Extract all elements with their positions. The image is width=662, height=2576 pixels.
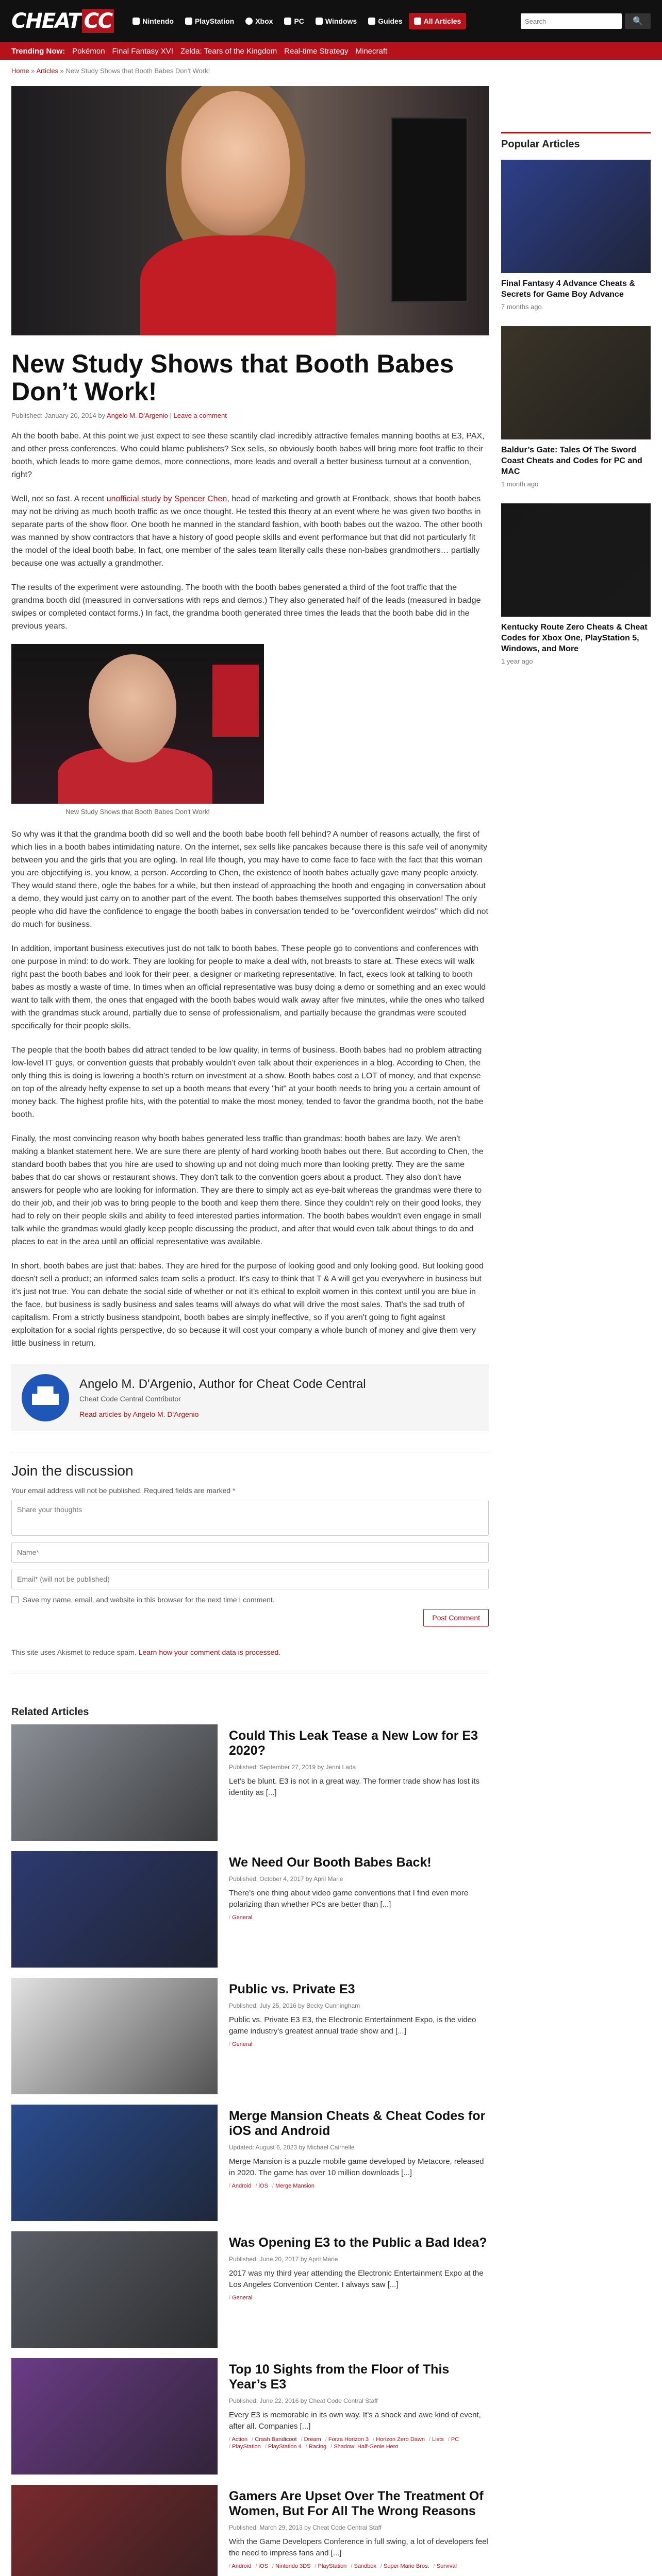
hero-image <box>11 86 489 335</box>
related-thumbnail[interactable] <box>11 1851 218 1968</box>
trending-item[interactable]: Pokémon <box>72 46 105 56</box>
related-thumbnail[interactable] <box>11 2358 218 2475</box>
nav-xbox[interactable]: Xbox <box>240 13 278 29</box>
articles-icon <box>414 18 421 25</box>
related-tags <box>229 2295 489 2301</box>
tag-link[interactable]: / PlayStation <box>315 2563 347 2569</box>
related-article-excerpt: With the Game Developers Conference in full swing, a lot of developers feel the need to impress fans and [...] <box>229 2537 488 2557</box>
space-invader-icon <box>32 1386 59 1405</box>
related-article-meta: Published: June 20, 2017 by April Marie <box>229 2256 338 2263</box>
paragraph: So why was it that the grandma booth did so well and the booth babe booth fell behind? A number of reasons actually, the first of which lies in a booth babes intimidating nature. On the internet, sex sells like pancakes because there is this safe veil of anonymity between you and the girls that you are ogling. In real life though, you may have to come face to face with the fact that this woman you are objectifying is, you know, a person. According to Chen, the existence of booth babes actually gave many people anxiety. They would stand there, ogle the babes for a while, but then instead of approaching the booth and engaging in conversation about a demo, they would just carry on to another part of the event. The booth babes themselves supported this observation! The only people who did have the confidence to engage the booth babes in conversation tended to be "overconfident weirdos" which did not do much for business. <box>11 830 488 929</box>
related-article[interactable] <box>11 2105 489 2221</box>
related-article-title[interactable]: Public vs. Private E3 <box>229 1982 355 1996</box>
nav-all-articles[interactable]: All Articles <box>409 13 467 29</box>
related-article-meta: Published: September 27, 2019 by Jenni Lada <box>229 1764 356 1771</box>
popular-article[interactable] <box>501 326 651 488</box>
tag-link[interactable]: / Forza Horizon 3 <box>325 2436 369 2443</box>
akismet-note: This site uses Akismet to reduce spam. Learn how your comment data is processed. <box>11 1648 281 1656</box>
paragraph: In addition, important business executives just do not talk to booth babes. These people go to conventions and conferences with one purpose in mind: to do work. They are looking for people to make a deal with, not breasts to stare at. These execs will walk right past the booth babes and look for their peer, a designer or marketing representative. In fact, execs look at talking to booth babes as mostly a waste of time. In times when an official representative was busy doing a demo or something and an exec would want to talk with them, the ones that engaged with the booth babes would walk away after five minutes, while the ones who talked with the grandmas stuck around, partially due to sense of professionalism, and partially because the grandmas were scouted specifically for their people skills. <box>11 944 486 1030</box>
tag-link[interactable]: / iOS <box>255 2183 268 2189</box>
tag-link[interactable]: / Racing <box>306 2444 326 2450</box>
avatar <box>22 1374 69 1421</box>
trending-bar <box>0 42 662 60</box>
main-nav <box>127 13 466 29</box>
popular-article-age: 1 year ago <box>501 657 533 665</box>
top-bar <box>0 0 662 42</box>
related-thumbnail[interactable] <box>11 1978 218 2094</box>
author-articles-link[interactable]: Read articles by Angelo M. D'Argenio <box>79 1410 199 1418</box>
related-article[interactable] <box>11 2358 489 2475</box>
related-article-title[interactable]: Could This Leak Tease a New Low for E3 2020? <box>229 1728 478 1758</box>
nav-pc[interactable]: PC <box>279 13 309 29</box>
paragraph: The results of the experiment were astounding. The booth with the booth babes generated a third of the foot traffic that the grandma booth did (measured in conversations with reps and demos.) They also generated half of the leads (measured in badge swipes or completed contact forms.) In fact, the grandma booth generated three times the leads that the booth babe did in the previous years. <box>11 583 481 631</box>
related-tags <box>229 2563 489 2569</box>
author-box <box>11 1364 489 1431</box>
nintendo-icon <box>133 18 140 25</box>
related-article-meta: Published: March 29, 2013 by Cheat Code Central Staff <box>229 2524 382 2531</box>
related-article-excerpt: 2017 was my third year attending the Electronic Entertainment Expo at the Los Angeles Convention Center. I always saw [...] <box>229 2269 484 2289</box>
email-field[interactable] <box>11 1569 489 1589</box>
tag-link[interactable]: / Android <box>229 2183 251 2189</box>
tag-link[interactable]: / Android <box>229 2563 251 2569</box>
popular-title: Popular Articles <box>501 132 651 150</box>
windows-icon <box>316 18 323 25</box>
author-role: Cheat Code Central Contributor <box>79 1395 181 1403</box>
related-tags <box>229 2041 489 2047</box>
search-input[interactable] <box>521 13 622 29</box>
tag-link[interactable]: / General <box>229 1914 252 1921</box>
related-title: Related Articles <box>11 1706 89 1718</box>
search-button[interactable] <box>625 13 651 29</box>
akismet-link[interactable]: Learn how your comment data is processed. <box>138 1648 281 1656</box>
save-info-checkbox[interactable] <box>11 1596 19 1603</box>
trending-item[interactable]: Real-time Strategy <box>284 46 349 56</box>
tag-link[interactable]: / PlayStation 4 <box>265 2444 302 2450</box>
related-list <box>11 1724 489 2576</box>
paragraph: The people that the booth babes did attract tended to be low quality, in terms of business. Booth babes had no problem attracting low-level IT guys, or convention guests that probably wouldn't even talk about their experiences in a blog. According to Chen, the only thing this is doing is lowering a booth's return on investment at a show. Booth babes cost a LOT of money, and that expense on top of the already hefty expense to set up a booth means that every "hit" at your booth needs to bring you a certain amount of money back. The highest profile hits, with the potential to make the most money, tended to favor the grandma booth, not the babe booth. <box>11 1046 484 1119</box>
paragraph: In short, booth babes are just that: babes. They are hired for the purpose of looking good and only looking good. But looking good doesn't sell a product; an informed sales team sells a product. It's easy to think that T & A will get you everywhere in business but it's just not true. You can debate the social side of whether or not it's ethical to exploit women in this context until you are blue in the face, but business is sadly business and sales teams will always do what will drive the most sales. That's the sad truth of capitalism. From a strictly business standpoint, booth babes are simply ineffective, so if you aren't going to fight against exploitation for a social rights perspective, do so because it will cost your company a whole bunch of money and give them very little business in return. <box>11 1262 484 1348</box>
paragraph: Well, not so fast. A recent unofficial study by Spencer Chen, head of marketing and growth at Frontback, shows that booth babes may not be driving as much booth traffic as we once thought. He tested this theory at an event where he was given two booths in separate parts of the show floor. One booth he manned in the standard fashion, with booth babes out the wazoo. The other booth was manned by show contractors that have a history of good people skills and event performance but that did not particularly fit the model of the ideal booth babe. In fact, one member of the sales team literally calls these non-babes grandmothers… partially because one was actually a grandmother. <box>11 495 483 568</box>
comment-form <box>11 1463 489 1656</box>
save-info-label: Save my name, email, and website in this browser for the next time I comment. <box>23 1596 275 1604</box>
related-article-excerpt: Merge Mansion is a puzzle mobile game developed by Metacore, released in 2020. The game has over 10 million downloads [...] <box>229 2157 484 2177</box>
trending-item[interactable]: Final Fantasy XVI <box>112 46 173 56</box>
popular-article-title[interactable]: Baldur’s Gate: Tales Of The Sword Coast Cheats and Codes for PC and MAC <box>501 446 642 476</box>
discussion-title: Join the discussion <box>11 1463 134 1479</box>
save-info-row <box>11 1596 489 1604</box>
author-name: Angelo M. D'Argenio, Author for Cheat Code Central <box>79 1377 366 1391</box>
name-field[interactable] <box>11 1542 489 1563</box>
related-article[interactable] <box>11 1978 489 2094</box>
popular-thumbnail[interactable] <box>501 160 651 273</box>
study-link[interactable]: unofficial study by Spencer Chen <box>106 495 227 503</box>
breadcrumb-home[interactable]: Home <box>11 67 29 75</box>
breadcrumb-current: New Study Shows that Booth Babes Don't Work! <box>65 67 210 75</box>
trending-label: Trending Now: <box>11 46 65 56</box>
playstation-icon <box>185 18 192 25</box>
popular-article[interactable] <box>501 503 651 665</box>
nav-windows[interactable]: Windows <box>310 13 362 29</box>
image-caption: New Study Shows that Booth Babes Don't Work! <box>65 808 210 816</box>
tag-link[interactable]: / Survival <box>434 2563 457 2569</box>
nav-guides[interactable]: Guides <box>363 13 407 29</box>
related-article-excerpt: There’s one thing about video game conventions that I find even more polarizing than whether PCs are better than [...] <box>229 1889 469 1909</box>
breadcrumb: Home » Articles » New Study Shows that Booth Babes Don't Work! <box>11 67 210 75</box>
related-article-meta: Published: July 25, 2016 by Becky Cunningham <box>229 2002 360 2009</box>
related-article[interactable] <box>11 1851 489 1968</box>
related-article-title[interactable]: Was Opening E3 to the Public a Bad Idea? <box>229 2235 487 2250</box>
paragraph: Ah the booth babe. At this point we just expect to see these scantily clad incredibly attractive females manning booths at E3, PAX, and other press conferences. Who could blame publishers? Sex sells, so obviously booth babes will bring more foot traffic to their booth, which leads to more game demos, more connections, more leads and overall a better business turnout at a convention, right? <box>11 432 485 479</box>
tag-link[interactable]: / PlayStation <box>229 2444 261 2450</box>
tag-link[interactable]: / Super Mario Bros. <box>380 2563 429 2569</box>
search-icon: 🔍 <box>633 17 643 26</box>
popular-article-title[interactable]: Kentucky Route Zero Cheats & Cheat Codes for Xbox One, PlayStation 5, Windows, and More <box>501 623 648 653</box>
popular-thumbnail[interactable] <box>501 326 651 439</box>
guides-icon <box>368 18 375 25</box>
related-article-title[interactable]: Gamers Are Upset Over The Treatment Of Women, But For All The Wrong Reasons <box>229 2489 484 2518</box>
related-article-meta: Published: June 22, 2016 by Cheat Code Central Staff <box>229 2397 378 2404</box>
tag-link[interactable]: / Shadow: Half-Genie Hero <box>330 2444 398 2450</box>
related-article[interactable] <box>11 1724 489 1841</box>
popular-article-age: 1 month ago <box>501 480 539 488</box>
search-area <box>521 13 651 29</box>
related-article-excerpt: Let’s be blunt. E3 is not in a great way. The former trade show has lost its identity as [...] <box>229 1777 480 1797</box>
popular-article[interactable] <box>501 160 651 311</box>
popular-thumbnail[interactable] <box>501 503 651 617</box>
tag-link[interactable]: / iOS <box>255 2563 268 2569</box>
article-body <box>11 430 489 1350</box>
post-comment-button[interactable]: Post Comment <box>423 1609 489 1626</box>
tag-link[interactable]: / Sandbox <box>351 2563 376 2569</box>
paragraph: Finally, the most convincing reason why booth babes generated less traffic than grandmas: booth babes are lazy. We aren't making a blanket statement here. We are sure there are plenty of hard working booth babes out there. But according to Chen, the standard booth babes that you hire are used to showing up and not doing much more than looking pretty. They are the same babes that do car shows or restaurant shows. They don't talk to the convention goers about a product. They also don't have answers for people who are looking for information. They are there to simply act as eye-bait whereas the grandmas were there to do their job, and their job was to bring people to the booth and keep them there. Since they couldn't rely on their good looks, they had to rely on their people skills and ability to feed interested parties information. The booth babes wouldn't even engage in small talk while the grandmas would gladly keep people discussing the product, and after that would even talk about things to do and places to eat in the area until an official representative was available. <box>11 1134 484 1246</box>
author-link[interactable]: Angelo M. D'Argenio <box>107 412 168 419</box>
related-article-meta: Updated: August 6, 2023 by Michael Cairnelle <box>229 2144 355 2151</box>
related-article-meta: Published: October 4, 2017 by April Marie <box>229 1875 343 1883</box>
leave-comment-link[interactable]: Leave a comment <box>173 412 227 419</box>
related-article-title[interactable]: Top 10 Sights from the Floor of This Year’s E3 <box>229 2362 450 2392</box>
related-article-excerpt: Public vs. Private E3 E3, the Electronic Entertainment Expo, is the video game industry's greatest annual trade show and [...] <box>229 2015 476 2036</box>
related-article-title[interactable]: Merge Mansion Cheats & Cheat Codes for iOS and Android <box>229 2109 486 2138</box>
breadcrumb-articles[interactable]: Articles <box>36 67 59 75</box>
related-tags <box>229 2436 489 2450</box>
tag-link[interactable]: / Nintendo 3DS <box>272 2563 311 2569</box>
related-article-excerpt: Every E3 is memorable in its own way. It’s a shock and awe kind of event, after all. Companies [...] <box>229 2411 481 2431</box>
xbox-icon <box>245 18 253 25</box>
related-tags <box>229 2183 489 2189</box>
related-thumbnail[interactable] <box>11 2231 218 2348</box>
related-article[interactable] <box>11 2485 489 2576</box>
related-thumbnail[interactable] <box>11 1724 218 1841</box>
tag-link[interactable]: / General <box>229 2041 252 2047</box>
comment-textarea[interactable] <box>11 1500 489 1536</box>
popular-article-title[interactable]: Final Fantasy 4 Advance Cheats & Secrets for Game Boy Advance <box>501 279 635 299</box>
related-article-title[interactable]: We Need Our Booth Babes Back! <box>229 1855 432 1870</box>
article-meta: Published: January 20, 2014 by Angelo M. D'Argenio | Leave a comment <box>11 412 227 419</box>
tag-link[interactable]: / Lists <box>429 2436 444 2443</box>
related-tags <box>229 1914 489 1921</box>
inline-image <box>11 644 264 804</box>
required-note: Your email address will not be published. Required fields are marked * <box>11 1486 236 1495</box>
site-logo[interactable]: CHEAT CC <box>11 9 114 33</box>
nav-nintendo[interactable]: Nintendo <box>127 13 179 29</box>
trending-item[interactable]: Minecraft <box>355 46 388 56</box>
tag-link[interactable]: / Crash Bandicoot <box>252 2436 296 2443</box>
tag-link[interactable]: / General <box>229 2295 252 2301</box>
sidebar <box>501 60 651 2576</box>
popular-article-age: 7 months ago <box>501 303 542 311</box>
tag-link[interactable]: / Horizon Zero Dawn <box>373 2436 425 2443</box>
main-content <box>11 60 489 2576</box>
tag-link[interactable]: / PC <box>448 2436 459 2443</box>
tag-link[interactable]: / Dream <box>301 2436 321 2443</box>
nav-playstation[interactable]: PlayStation <box>180 13 239 29</box>
related-thumbnail[interactable] <box>11 2105 218 2221</box>
pc-icon <box>284 18 291 25</box>
article-title: New Study Shows that Booth Babes Don’t Work! <box>11 349 454 406</box>
tag-link[interactable]: / Merge Mansion <box>272 2183 315 2189</box>
trending-item[interactable]: Zelda: Tears of the Kingdom <box>180 46 277 56</box>
related-article[interactable] <box>11 2231 489 2348</box>
related-thumbnail[interactable] <box>11 2485 218 2576</box>
tag-link[interactable]: / Action <box>229 2436 247 2443</box>
